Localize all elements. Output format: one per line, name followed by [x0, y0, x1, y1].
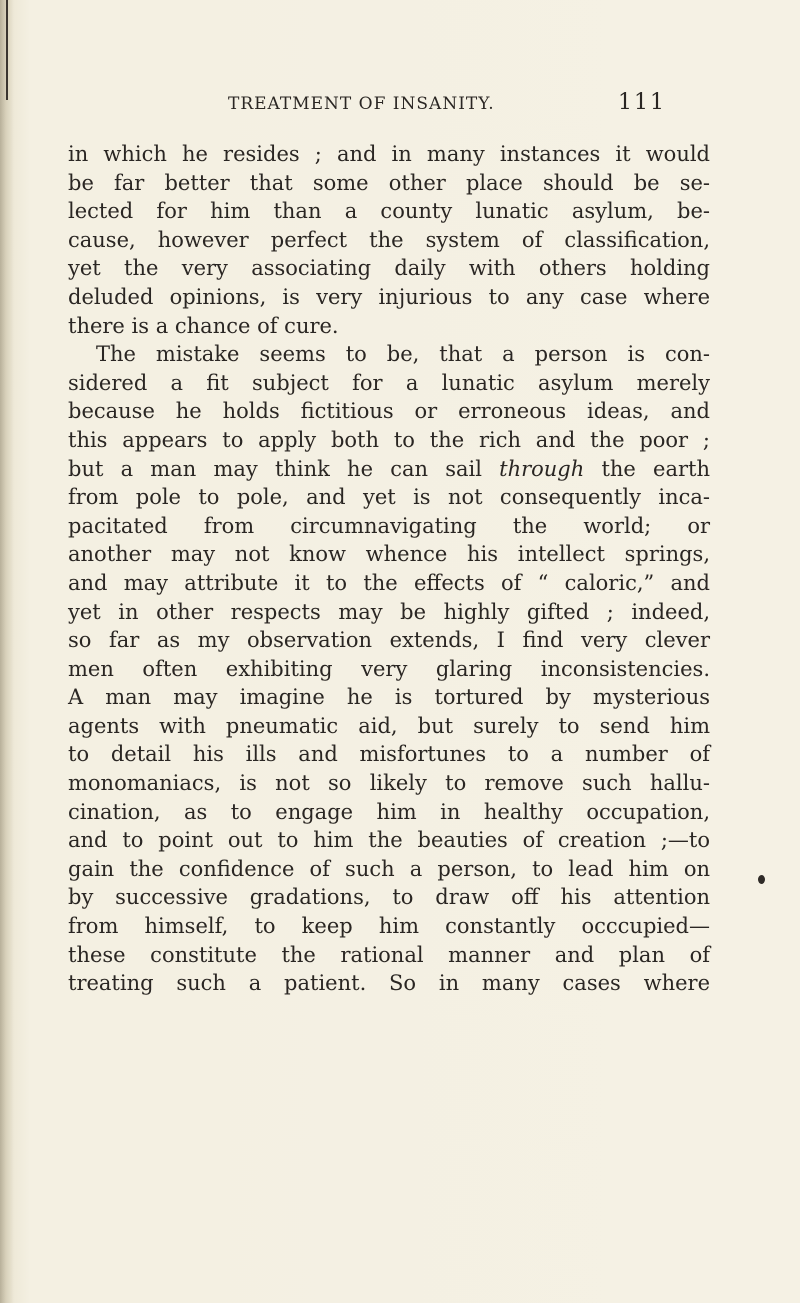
text-line: sidered a fit subject for a lunatic asylum merely	[68, 370, 710, 395]
page-gutter-shadow	[0, 0, 14, 1303]
text-line: in which he resides ; and in many instances it would	[68, 142, 710, 166]
text-line: to detail his ills and misfortunes to a number of	[68, 742, 710, 767]
text-line: monomaniacs, is not so likely to remove such hallu-	[68, 771, 710, 796]
text-line: gain the confidence of such a person, to lead him on	[68, 856, 710, 881]
running-head: TREATMENT OF INSANITY.	[228, 94, 495, 114]
ink-spot	[758, 875, 765, 884]
text-run: the earth	[584, 456, 710, 481]
text-line: another may not know whence his intellect springs,	[68, 542, 710, 567]
text-line: men often exhibiting very glaring inconsistencies.	[68, 656, 710, 681]
text-line: yet the very associating daily with others holding	[68, 256, 710, 281]
page-header	[0, 90, 800, 124]
text-line: so far as my observation extends, I find very clever	[68, 628, 710, 653]
page-number: 111	[618, 90, 666, 115]
text-line: yet in other respects may be highly gifted ; indeed,	[68, 599, 710, 624]
text-line: cause, however perfect the system of classification,	[68, 227, 710, 252]
text-line: be far better that some other place should be se-	[68, 170, 710, 195]
text-line-with-italic	[68, 455, 710, 484]
text-line: deluded opinions, is very injurious to any case where	[68, 284, 710, 309]
text-line: lected for him than a county lunatic asylum, be-	[68, 199, 710, 224]
italic-word: through	[499, 456, 585, 481]
text-run: but a man may think he can sail	[68, 456, 500, 481]
page-gutter-line	[6, 0, 8, 100]
paragraph-first-line: The mistake seems to be, that a person is con-	[96, 342, 710, 367]
text-line: from himself, to keep him constantly occcupied—	[68, 914, 710, 939]
text-line: and to point out to him the beauties of creation ;—to	[68, 828, 710, 853]
text-line: pacitated from circumnavigating the world; or	[68, 513, 710, 538]
text-line: and may attribute it to the effects of “ caloric,” and	[68, 570, 710, 595]
text-line: treating such a patient. So in many cases where	[68, 971, 710, 996]
text-line: because he holds fictitious or erroneous ideas, and	[68, 399, 710, 424]
text-line: this appears to apply both to the rich and the poor ;	[68, 427, 710, 452]
text-line: there is a chance of cure.	[68, 313, 339, 338]
text-line: these constitute the rational manner and plan of	[68, 942, 710, 967]
body-text	[68, 140, 710, 998]
text-line: from pole to pole, and yet is not consequently inca-	[68, 485, 710, 510]
text-line: by successive gradations, to draw off his attention	[68, 885, 710, 910]
text-line: A man may imagine he is tortured by mysterious	[68, 685, 710, 710]
text-line: agents with pneumatic aid, but surely to send him	[68, 713, 710, 738]
text-line: cination, as to engage him in healthy occupation,	[68, 799, 710, 824]
